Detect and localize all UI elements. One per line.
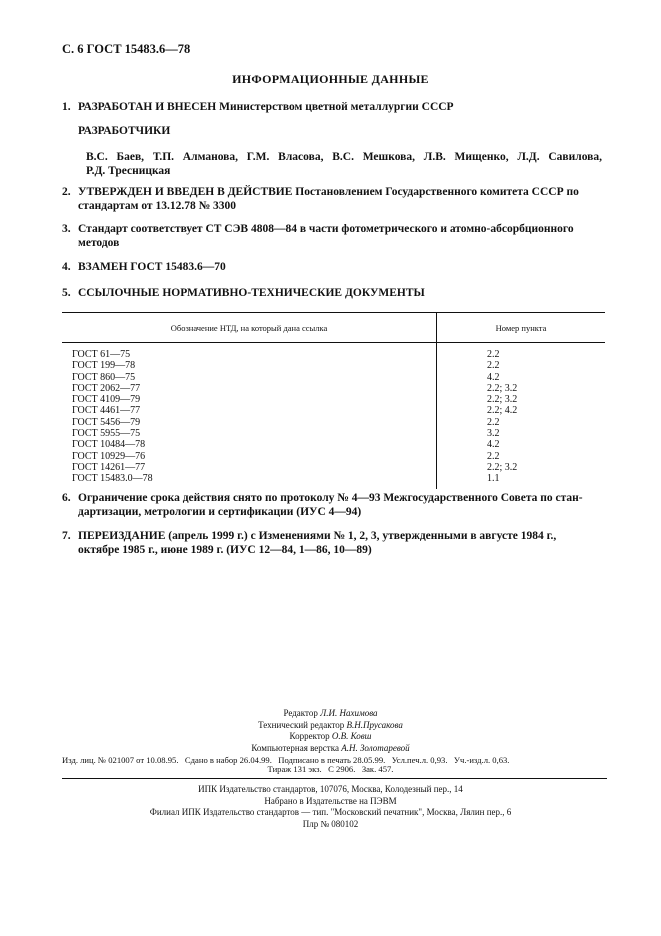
developers-heading: РАЗРАБОТЧИКИ [78, 125, 171, 137]
table-cell-doc: ГОСТ 4461—77 [72, 405, 141, 417]
layout-label: Компьютерная верстка [251, 742, 339, 753]
item-text-cont: октябре 1985 г., июне 1989 г. (ИУС 12—84, 1—86, 10—89) [78, 544, 372, 556]
item-2 [62, 185, 602, 213]
layout-line [0, 743, 661, 755]
item-number: 3. [62, 223, 71, 235]
table-cell-point: 3.2 [487, 428, 500, 440]
table-header-point: Номер пункта [437, 313, 606, 343]
editor-name: Л.И. Нахимова [320, 708, 378, 718]
item-text: ССЫЛОЧНЫЕ НОРМАТИВНО-ТЕХНИЧЕСКИЕ ДОКУМЕНТЫ [78, 287, 425, 299]
table-cell-doc: ГОСТ 4109—79 [72, 394, 141, 406]
table-cell-point: 2.2 [487, 450, 500, 462]
table-cell-point: 2.2; 4.2 [487, 405, 518, 417]
item-text: Ограничение срока действия снято по протоколу № 4—93 Межгосударственного Совета по стан- [78, 492, 583, 504]
item-number: 5. [62, 287, 71, 299]
table-cell-doc: ГОСТ 15483.0—78 [72, 473, 153, 485]
table-cell-point: 4.2 [487, 439, 500, 451]
item-text: Стандарт соответствует СТ СЭВ 4808—84 в части фотометрического и атомно-абсорбционного [78, 223, 574, 235]
editor-line [0, 708, 661, 720]
table-cell-doc: ГОСТ 2062—77 [72, 382, 141, 394]
table-cell-doc: ГОСТ 199—78 [72, 360, 136, 372]
item-number: 7. [62, 530, 71, 542]
developers-line: Р.Д. Тресницкая [86, 165, 171, 177]
item-text: ПЕРЕИЗДАНИЕ (апрель 1999 г.) с Изменениями № 1, 2, 3, утвержденными в августе 1984 г., [78, 530, 557, 542]
corrector-label: Корректор [289, 731, 330, 741]
developers-line: В.С. Баев, Т.П. Алманова, Г.М. Власова, В.С. Мешкова, Л.В. Мищенко, Л.Д. Савилова, [86, 151, 602, 163]
printing-line: Филиал ИПК Издательство стандартов — тип. "Московский печатник", Москва, Лялин пер., 6 [149, 807, 512, 817]
item-7 [62, 529, 602, 557]
table-cell-point: 2.2 [487, 360, 500, 372]
corrector-line [0, 731, 661, 743]
item-4 [62, 260, 602, 274]
reference-table [62, 312, 605, 489]
layout-name: А.Н. Золотаревой [341, 742, 410, 753]
publication-info: Изд. лиц. № 021007 от 10.08.95. Сдано в набор 26.04.99. Подписано в печать 28.05.99. Усл.печ.л. 0,93. Уч.-изд.л. 0,63. [62, 755, 510, 765]
item-text-cont: методов [78, 237, 120, 249]
item-1 [62, 100, 602, 114]
table-header-doc: Обозначение НТД, на который дана ссылка [62, 313, 437, 343]
editor-label: Редактор [283, 708, 318, 718]
publication-info-2: Тираж 131 экз. С 2906. Зак. 457. [267, 764, 394, 774]
printing-info [0, 784, 661, 830]
item-5 [62, 286, 602, 300]
table-cell-point: 2.2 [487, 416, 500, 428]
tech-editor-label: Технический редактор [258, 719, 345, 730]
point-column [437, 343, 606, 489]
item-text-cont: стандартам от 13.12.78 № 3300 [78, 200, 237, 212]
section-title: ИНФОРМАЦИОННЫЕ ДАННЫЕ [232, 72, 429, 86]
item-number: 2. [62, 186, 71, 198]
page-header: С. 6 ГОСТ 15483.6—78 [62, 42, 191, 56]
table-cell-point: 4.2 [487, 371, 500, 383]
table-cell-point: 2.2; 3.2 [487, 394, 518, 406]
item-number: 4. [62, 261, 71, 273]
staff-credits [0, 708, 661, 754]
item-text: ВЗАМЕН ГОСТ 15483.6—70 [78, 261, 226, 273]
item-3 [62, 222, 602, 250]
table-cell-doc: ГОСТ 14261—77 [72, 461, 146, 473]
printing-line: ИПК Издательство стандартов, 107076, Москва, Колодезный пер., 14 [198, 784, 463, 794]
tech-editor-name: В.Н.Прусакова [346, 719, 403, 730]
table-cell-point: 1.1 [487, 473, 500, 485]
table-cell-doc: ГОСТ 5456—79 [72, 416, 141, 428]
developers-list [86, 150, 602, 178]
table-cell-doc: ГОСТ 10929—76 [72, 450, 146, 462]
tech-editor-line [0, 720, 661, 732]
table-cell-doc: ГОСТ 5955—75 [72, 428, 141, 440]
item-number: 6. [62, 492, 71, 504]
table-cell-doc: ГОСТ 61—75 [72, 349, 131, 360]
table-cell-doc: ГОСТ 10484—78 [72, 439, 146, 451]
table-cell-point: 2.2; 3.2 [487, 382, 518, 394]
doc-column [62, 343, 437, 489]
divider [62, 778, 607, 779]
corrector-name: О.В. Ковш [331, 731, 372, 741]
item-text: РАЗРАБОТАН И ВНЕСЕН Министерством цветной металлургии СССР [78, 101, 454, 113]
item-text-cont: дартизации, метрологии и сертификации (ИУС 4—94) [78, 506, 362, 518]
item-text: УТВЕРЖДЕН И ВВЕДЕН В ДЕЙСТВИЕ Постановлением Государственного комитета СССР по [78, 186, 579, 198]
item-number: 1. [62, 101, 71, 113]
table-cell-doc: ГОСТ 860—75 [72, 371, 136, 383]
printing-line: Плр № 080102 [302, 818, 359, 829]
printing-line: Набрано в Издательстве на ПЭВМ [264, 795, 397, 806]
table-cell-point: 2.2; 3.2 [487, 461, 518, 473]
item-6 [62, 491, 602, 519]
table-cell-point: 2.2 [487, 349, 500, 360]
